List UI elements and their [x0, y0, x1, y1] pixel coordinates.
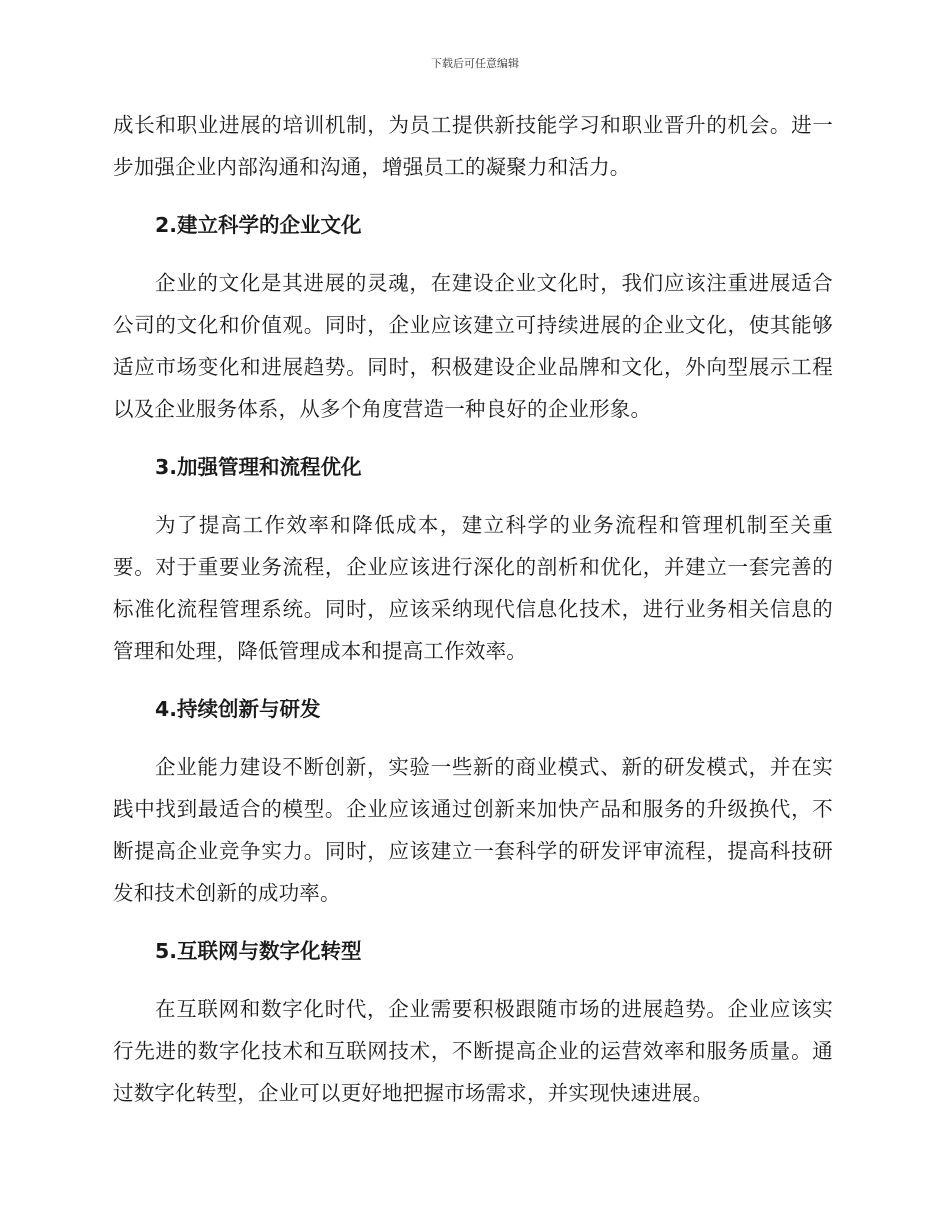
section-title-4: 4.持续创新与研发: [155, 697, 321, 721]
section-body-5: 在互联网和数字化时代，企业需要积极跟随市场的进展趋势。企业应该实行先进的数字化技术和互联网技术，不断提高企业的运营效率和服务质量。通过数字化转型，企业可以更好地把握市场需求，并实现快速进展。: [113, 997, 833, 1105]
section-body-2: 企业的文化是其进展的灵魂，在建设企业文化时，我们应该注重进展适合公司的文化和价值观。同时，企业应该建立可持续进展的企业文化，使其能够适应市场变化和进展趋势。同时，积极建设企业品牌和文化，外向型展示工程以及企业服务体系，从多个角度营造一种良好的企业形象。: [113, 271, 833, 421]
section-body-3: 为了提高工作效率和降低成本，建立科学的业务流程和管理机制至关重要。对于重要业务流程，企业应该进行深化的剖析和优化，并建立一套完善的标准化流程管理系统。同时，应该采纳现代信息化技术，进行业务相关信息的管理和处理，降低管理成本和提高工作效率。: [113, 513, 833, 663]
intro-paragraph: 成长和职业进展的培训机制，为员工提供新技能学习和职业晋升的机会。进一步加强企业内部沟通和沟通，增强员工的凝聚力和活力。: [113, 113, 833, 179]
section-body-4: 企业能力建设不断创新，实验一些新的商业模式、新的研发模式，并在实践中找到最适合的模型。企业应该通过创新来加快产品和服务的升级换代，不断提高企业竞争实力。同时，应该建立一套科学的研发评审流程，提高科技研发和技术创新的成功率。: [113, 755, 833, 905]
section-title-5: 5.互联网与数字化转型: [155, 939, 362, 963]
section-title-3: 3.加强管理和流程优化: [155, 455, 362, 479]
document-body: [113, 104, 833, 1130]
section-title-2: 2.建立科学的企业文化: [155, 213, 362, 237]
page-header: 下载后可任意编辑: [431, 57, 519, 70]
